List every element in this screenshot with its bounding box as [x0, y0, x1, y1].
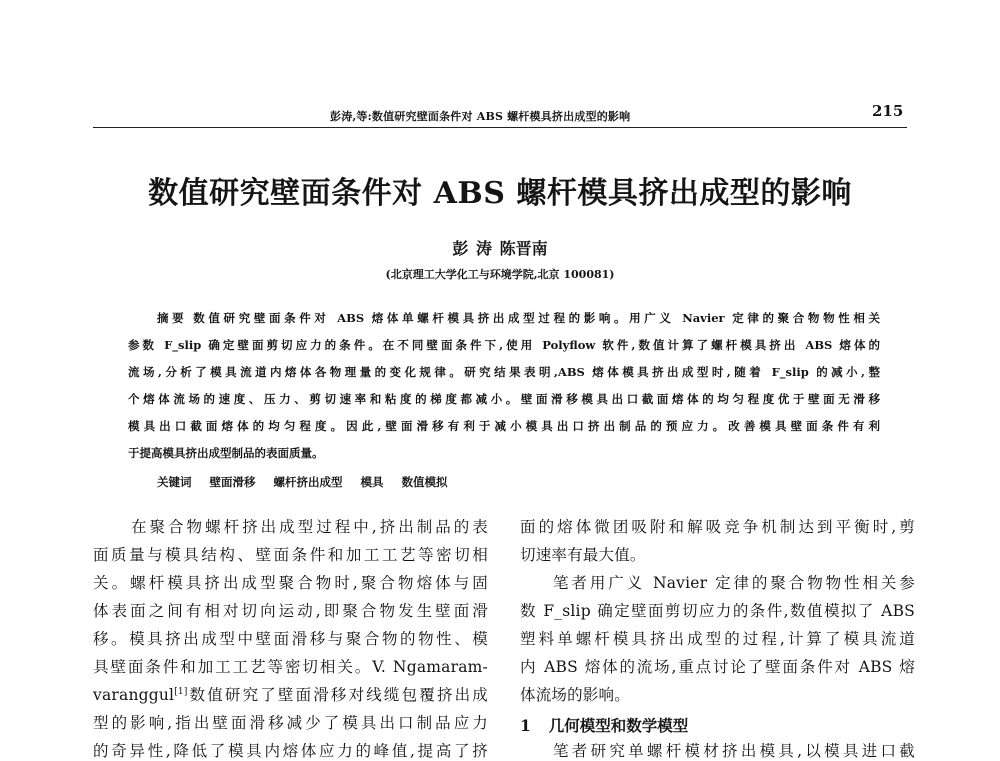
- abstract-line: 参数 F_slip 确定壁面剪切应力的条件。在不同壁面条件下,使用 Polyflow 软件,数值计算了螺杆模具挤出 ABS 熔体的: [128, 338, 880, 352]
- running-header: 彭涛,等:数值研究壁面条件对 ABS 螺杆模具挤出成型的影响: [330, 110, 631, 123]
- page-number: 215: [872, 102, 904, 120]
- body-line: 的奇异性,降低了模具内熔体应力的峰值,提高了挤: [93, 742, 488, 760]
- keyword: 数值模拟: [401, 475, 448, 489]
- body-line: 笔者研究单螺杆模材挤出模具,以模具进口截: [553, 742, 915, 760]
- keyword: 螺杆挤出成型: [273, 475, 343, 489]
- body-line: 内 ABS 熔体的流场,重点讨论了壁面条件对 ABS 熔: [520, 658, 915, 676]
- abstract-line: 流场,分析了模具流道内熔体各物理量的变化规律。研究结果表明,ABS 熔体模具挤出成型时,随着 F_slip 的减小,整: [128, 365, 880, 379]
- body-line: 移。模具挤出成型中壁面滑移与聚合物的物性、模: [93, 630, 488, 648]
- abstract-line: 个熔体流场的速度、压力、剪切速率和粘度的梯度都减小。壁面滑移模具出口截面熔体的均匀程度优于壁面无滑移: [128, 392, 880, 406]
- body-line: 笔者用广义 Navier 定律的聚合物物性相关参: [553, 574, 915, 592]
- keywords-label: 关键词: [157, 475, 192, 489]
- abstract-line: 摘要 数值研究壁面条件对 ABS 熔体单螺杆模具挤出成型过程的影响。用广义 Navier 定律的聚合物物性相关: [157, 311, 880, 325]
- body-line: 体流场的影响。: [520, 686, 630, 704]
- body-line: 面质量与模具结构、壁面条件和加工工艺等密切相: [93, 546, 488, 564]
- body-line: 数 F_slip 确定壁面剪切应力的条件,数值模拟了 ABS: [520, 602, 915, 620]
- body-line: varanggul[1]数值研究了壁面滑移对线缆包覆挤出成: [93, 686, 488, 704]
- paper-authors: 彭 涛 陈晋南: [452, 239, 548, 258]
- section-number: 1: [520, 716, 531, 735]
- body-line: 面的熔体微团吸附和解吸竞争机制达到平衡时,剪: [520, 518, 915, 536]
- author-affiliation: (北京理工大学化工与环境学院,北京 100081): [385, 268, 615, 281]
- body-line: 具壁面条件和加工工艺等密切相关。V. Ngamaram-: [93, 658, 488, 676]
- body-line: 关。螺杆模具挤出成型聚合物时,聚合物熔体与固: [93, 574, 488, 592]
- citation-marker: [1]: [174, 686, 188, 697]
- header-rule: [93, 127, 907, 128]
- body-line: 型的影响,指出壁面滑移减少了模具出口制品应力: [93, 714, 488, 732]
- section-heading: [520, 714, 688, 736]
- body-line: 在聚合物螺杆挤出成型过程中,挤出制品的表: [131, 518, 488, 536]
- body-line: 体表面之间有相对切向运动,即聚合物发生壁面滑: [93, 602, 488, 620]
- keyword: 壁面滑移: [209, 475, 256, 489]
- section-title: 几何模型和数学模型: [548, 716, 689, 735]
- author-name-fragment: varanggul: [93, 686, 175, 704]
- abstract-label: 摘要: [157, 311, 188, 325]
- abstract-line: 于提高模具挤出成型制品的表面质量。: [128, 446, 324, 460]
- paper-title: 数值研究壁面条件对 ABS 螺杆模具挤出成型的影响: [148, 176, 852, 211]
- body-line: 切速率有最大值。: [520, 546, 646, 564]
- keyword: 模具: [360, 475, 384, 489]
- body-line: 塑料单螺杆模具挤出成型的过程,计算了模具流道: [520, 630, 915, 648]
- abstract-line: 模具出口截面熔体的均匀程度。因此,壁面滑移有利于减小模具出口挤出制品的预应力。改善模具壁面条件有利: [128, 419, 880, 433]
- keywords-row: [157, 474, 462, 490]
